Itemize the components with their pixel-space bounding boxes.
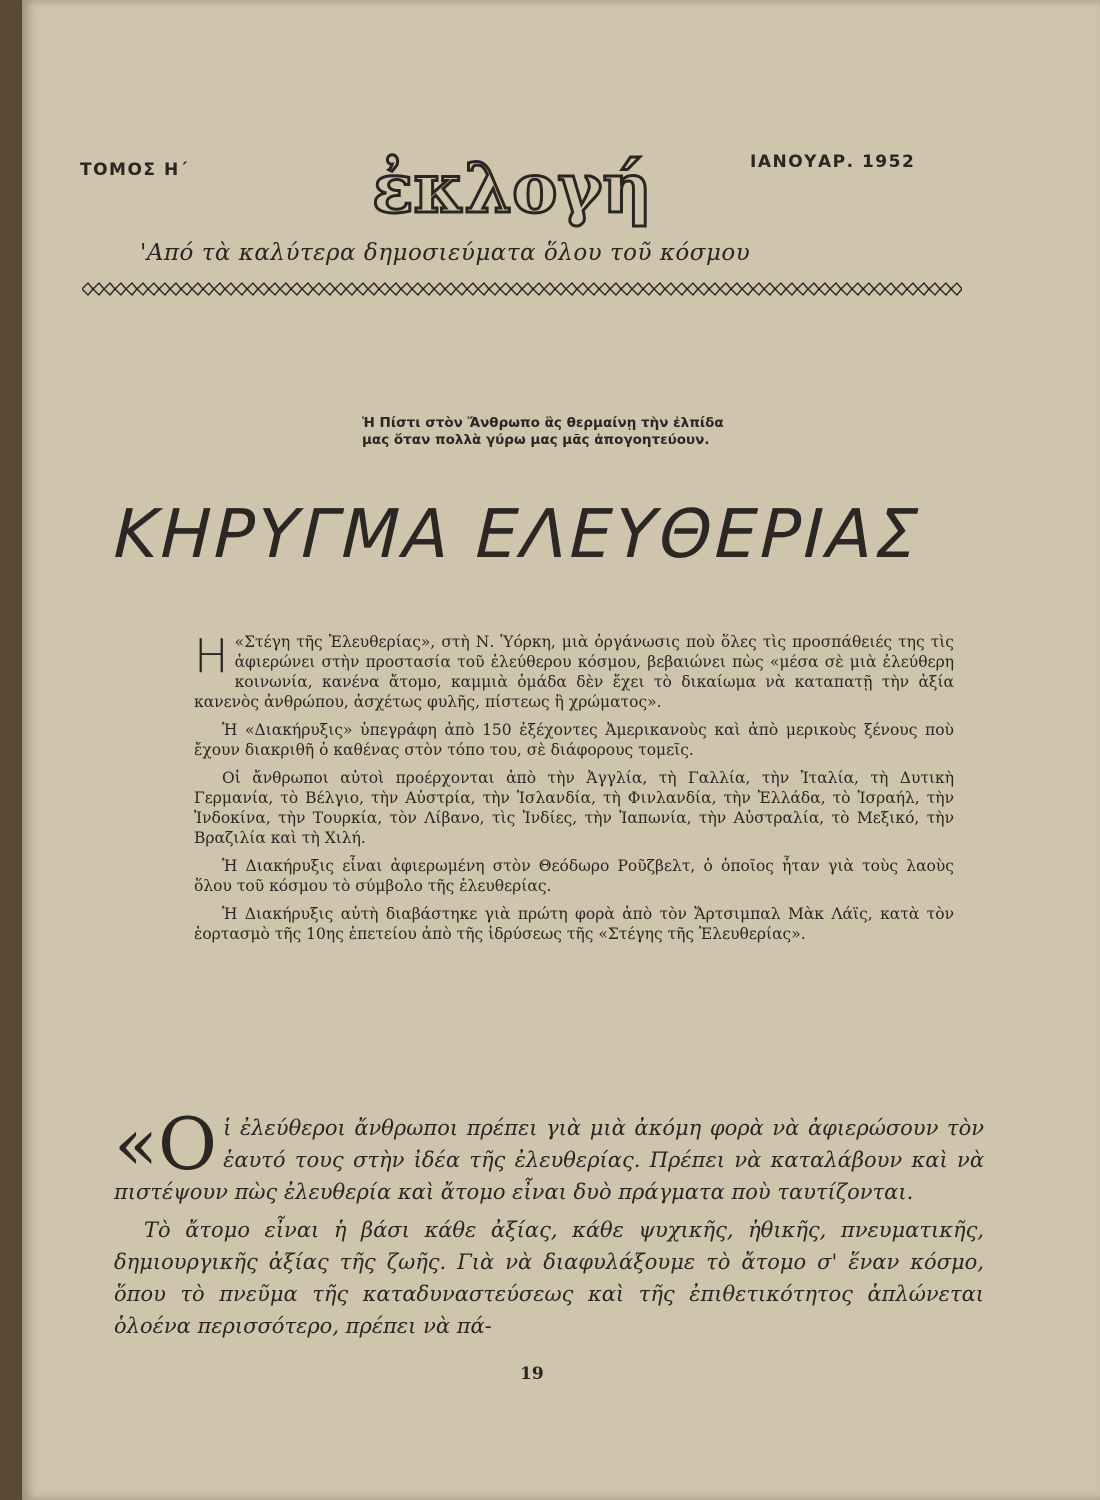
quote-dropcap: «Ο bbox=[114, 1102, 218, 1186]
ekloge-logo bbox=[342, 130, 682, 230]
volume-label: ΤΟΜΟΣ Η΄ bbox=[80, 160, 189, 180]
ornamental-divider bbox=[82, 280, 962, 298]
intro-dropcap: Η bbox=[194, 629, 229, 683]
tagline: 'Από τὰ καλύτερα δημοσιεύματα ὅλου τοῦ κόσμου bbox=[140, 240, 751, 266]
page-number: 19 bbox=[520, 1364, 544, 1384]
quote-paragraph: «Ο ἱ ἐλεύθεροι ἄνθρωποι πρέπει γιὰ μιὰ ἀκόμη φορὰ νὰ ἀφιερώσουν τὸν ἑαυτό τους στὴν ἰδέα τῆς ἐλευθερίας. Πρέπει νὰ καταλάβουν καὶ νὰ πιστέψουν πὼς ἐλευθερία καὶ ἄτομο εἶναι δυὸ πράγματα ποὺ ταυτίζονται. bbox=[114, 1102, 984, 1204]
quote-text bbox=[114, 1102, 984, 1348]
quote-paragraph: Τὸ ἄτομο εἶναι ἡ βάσι κάθε ἀξίας, κάθε ψυχικῆς, ἠθικῆς, πνευματικῆς, δημιουργικῆς ἀξίας τῆς ζωῆς. Γιὰ νὰ διαφυλάξουμε τὸ ἄτομο σ' ἕναν κόσμο, ὅπου τὸ πνεῦμα τῆς καταδυναστεύσεως καὶ τῆς ἐπιθετικότητος ἁπλώνεται ὁλοένα περισσότερο, πρέπει νὰ πά- bbox=[114, 1218, 984, 1338]
logo-text: ἐκλογή bbox=[372, 149, 652, 229]
magazine-page bbox=[22, 0, 1100, 1500]
intro-paragraph: Οἱ ἄνθρωποι αὐτοὶ προέρχονται ἀπὸ τὴν Ἀγγλία, τὴ Γαλλία, τὴν Ἰταλία, τὴ Δυτικὴ Γερμανία, τὸ Βέλγιο, τὴν Αὐστρία, τὴν Ἰσλανδία, τὴ Φινλανδία, τὴν Ἑλλάδα, τὸ Ἰσραήλ, τὴν Ἰνδοκίνα, τὴν Τουρκία, τὸν Λίβανο, τὶς Ἰνδίες, τὴν Ἰαπωνία, τὴν Αὐστραλία, τὸ Μεξικό, τὴν Βραζιλία καὶ τὴ Χιλή. bbox=[194, 769, 954, 847]
intro-paragraph: Η «Στέγη τῆς Ἐλευθερίας», στὴ Ν. Ὑόρκη, μιὰ ὀργάνωσις ποὺ ὅλες τὶς προσπάθειές της τὶς ἀφιερώνει στὴν προστασία τοῦ ἐλεύθερου κόσμου, βεβαιώνει πὼς «μέσα σὲ μιὰ ἐλεύθερη κοινωνία, κανένα ἄτομο, καμμιὰ ὁμάδα δὲν ἔχει τὸ δικαίωμα νὰ καταπατῇ τὴν ἀξία κανενὸς ἀνθρώπου, ἀσχέτως φυλῆς, πίστεως ἢ χρώματος». bbox=[194, 629, 954, 711]
issue-date: ΙΑΝΟΥΑΡ. 1952 bbox=[750, 152, 916, 172]
intro-paragraph: Ἡ Διακήρυξις εἶναι ἀφιερωμένη στὸν Θεόδωρο Ροῦζβελτ, ὁ ὁποῖος ἦταν γιὰ τοὺς λαοὺς ὅλου τοῦ κόσμου τὸ σύμβολο τῆς ἐλευθερίας. bbox=[194, 857, 954, 895]
epigraph: Ἡ Πίστι στὸν Ἄνθρωπο ἂς θερμαίνῃ τὴν ἐλπίδα μας ὅταν πολλὰ γύρω μας μᾶς ἀπογοητεύουν. bbox=[362, 415, 724, 448]
article-title: ΚΗΡΥΓΜΑ ΕΛΕΥΘΕΡΙΑΣ bbox=[112, 495, 923, 573]
intro-text bbox=[194, 629, 954, 952]
intro-paragraph: Ἡ «Διακήρυξις» ὑπεγράφη ἀπὸ 150 ἐξέχοντες Ἀμερικανοὺς καὶ ἀπὸ μερικοὺς ξένους ποὺ ἔχουν διακριθῆ ὁ καθένας στὸν τόπο του, σὲ διάφορους τομεῖς. bbox=[194, 721, 954, 759]
intro-paragraph: Ἡ Διακήρυξις αὐτὴ διαβάστηκε γιὰ πρώτη φορὰ ἀπὸ τὸν Ἄρτσιμπαλ Μὰκ Λάϊς, κατὰ τὸν ἑορτασμὸ τῆς 10ης ἐπετείου ἀπὸ τῆς ἱδρύσεως τῆς «Στέγης τῆς Ἐλευθερίας». bbox=[194, 905, 954, 943]
